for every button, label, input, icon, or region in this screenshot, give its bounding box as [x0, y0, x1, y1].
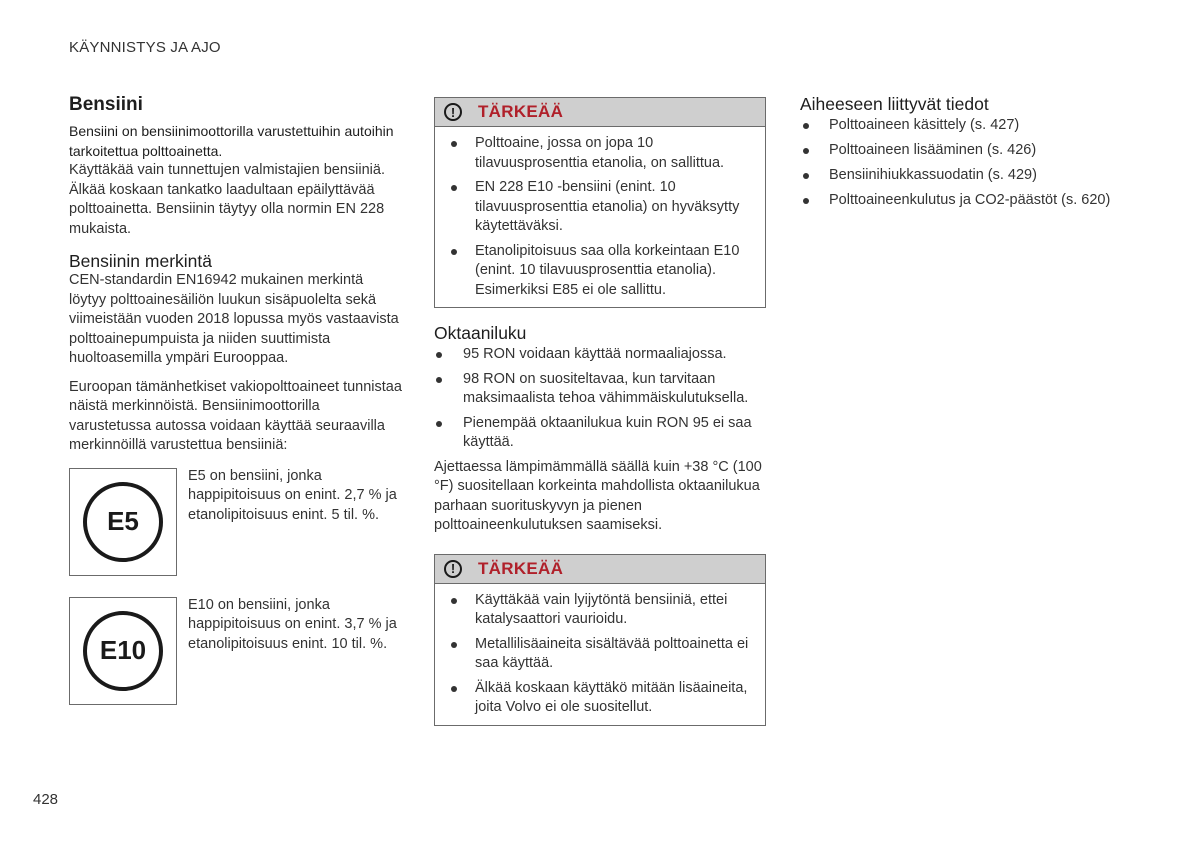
warning-header [435, 98, 765, 127]
warning-box [434, 97, 766, 308]
e10-fuel-icon: E10 [83, 611, 163, 691]
list-item: Metallilisäaineita sisältävää polttoainetta ei saa käyttää. [449, 635, 751, 674]
page-number: 428 [33, 791, 59, 808]
list-item: Polttoaine, jossa on jopa 10 tilavuusprosenttia etanolia, on sallittua. [449, 134, 751, 173]
list-item: EN 228 E10 -bensiini (enint. 10 tilavuusprosenttia etanolia) on hyväksytty käytettäväksi. [449, 178, 751, 237]
warning-box [434, 554, 766, 726]
column-right [800, 94, 1160, 216]
warning-icon: ! [444, 103, 462, 121]
intro-text: Bensiini on bensiinimoottorilla varustettuihin autoihin tarkoitettua polttoainetta. [69, 123, 394, 159]
related-link[interactable]: Polttoaineen lisääminen (s. 426) [800, 141, 1160, 161]
e10-label-box [69, 597, 177, 705]
related-link[interactable]: Polttoaineenkulutus ja CO2-päästöt (s. 620) [800, 191, 1160, 211]
list-item: Käyttäkää vain lyijytöntä bensiiniä, ettei katalysaattori vaurioidu. [449, 591, 751, 630]
subheading-octane: Oktaaniluku [434, 323, 527, 343]
warning-header [435, 555, 765, 584]
column-middle [434, 97, 766, 726]
warning-title: TÄRKEÄÄ [478, 558, 564, 578]
e5-fuel-icon: E5 [83, 482, 163, 562]
fuel-row-e10 [69, 597, 404, 705]
warning-body [435, 584, 765, 725]
octane-list [434, 345, 766, 453]
list-item: 98 RON on suositeltavaa, kun tarvitaan maksimaalista tehoa vähimmäiskulutuksella. [434, 370, 766, 409]
warning-title: TÄRKEÄÄ [478, 102, 564, 121]
paragraph: Euroopan tämänhetkiset vakiopolttoaineet tunnistaa näistä merkinnöistä. Bensiinimoottorilla varustetussa autossa voidaan käyttää seuraavilla merkinnöillä varustettua bensiiniä: [69, 378, 402, 453]
paragraph: CEN-standardin EN16942 mukainen merkintä löytyy polttoainesäiliön luukun sisäpuolelta sekä viimeistään vuoden 2018 lopussa myös vastaavista polttoainepumpuista ja niiden suuttimista huoltoasemilla ympäri Eurooppaa. [69, 272, 399, 366]
list-item: Älkää koskaan käyttäkö mitään lisäaineita, joita Volvo ei ole suositellut. [449, 679, 751, 718]
section-header: KÄYNNISTYS JA AJO [69, 39, 221, 56]
e10-description: E10 on bensiini, jonka happipitoisuus on enint. 3,7 % ja etanolipitoisuus enint. 10 til. %. [188, 596, 397, 652]
list-item: Etanolipitoisuus saa olla korkeintaan E10 (enint. 10 tilavuusprosenttia etanolia). Esimerkiksi E85 ei ole sallittu. [449, 242, 751, 301]
paragraph: Käyttäkää vain tunnettujen valmistajien bensiiniä. Älkää koskaan tankatko laadultaan epäilyttävää polttoainetta. Bensiinin täytyy olla normin EN 228 mukaista. [69, 162, 385, 237]
related-link[interactable]: Polttoaineen käsittely (s. 427) [800, 116, 1160, 136]
list-item: 95 RON voidaan käyttää normaaliajossa. [434, 345, 766, 365]
warning-icon: ! [444, 560, 462, 578]
warning-body [435, 127, 765, 307]
e5-description: E5 on bensiini, jonka happipitoisuus on enint. 2,7 % ja etanolipitoisuus enint. 5 til. %. [188, 467, 397, 523]
subheading-marking: Bensiinin merkintä [69, 251, 212, 271]
section-title: Bensiini [69, 94, 143, 115]
related-link[interactable]: Bensiinihiukkassuodatin (s. 429) [800, 166, 1160, 186]
column-left [69, 94, 404, 705]
paragraph: Ajettaessa lämpimämmällä säällä kuin +38 °C (100 °F) suositellaan korkeinta mahdollista oktaanilukua parhaan suorituskyvyn ja pienen polttoaineenkulutuksen saamiseksi. [434, 458, 762, 533]
list-item: Pienempää oktaanilukua kuin RON 95 ei saa käyttää. [434, 414, 766, 453]
related-links-list [800, 116, 1160, 211]
fuel-row-e5 [69, 468, 404, 576]
e5-label-box [69, 468, 177, 576]
related-info-heading: Aiheeseen liittyvät tiedot [800, 94, 989, 114]
